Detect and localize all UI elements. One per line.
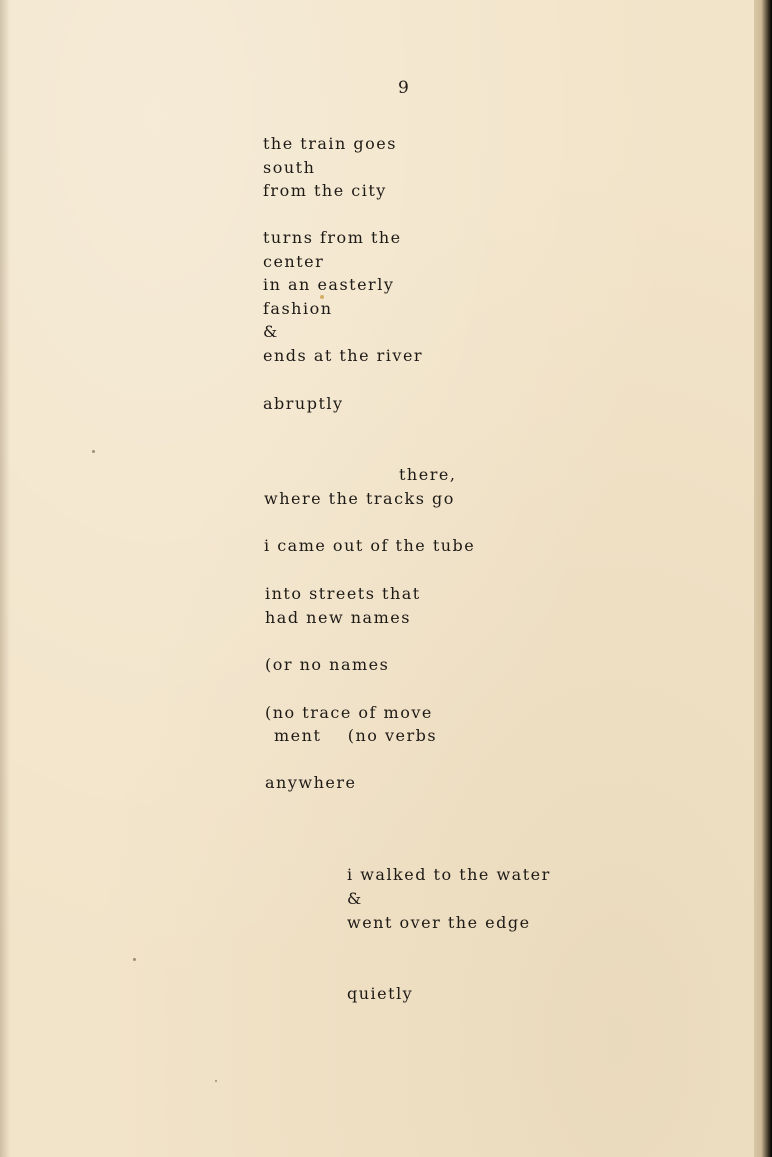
poem-line: abruptly xyxy=(263,394,344,413)
poem-line: the train goes xyxy=(263,134,397,153)
poem-line: had new names xyxy=(265,608,411,627)
poem-line: i came out of the tube xyxy=(264,536,476,555)
poem-line: & xyxy=(347,889,363,908)
poem-line: ends at the river xyxy=(263,346,424,365)
poem-line: went over the edge xyxy=(347,913,531,932)
page-number: 9 xyxy=(398,78,410,98)
paper-speck xyxy=(215,1080,217,1082)
poem-line: there, xyxy=(399,465,457,484)
poem-line: i walked to the water xyxy=(347,865,551,884)
poem-line: & xyxy=(263,322,279,341)
poem-line: from the city xyxy=(263,181,387,200)
poem-line: into streets that xyxy=(265,584,421,603)
page-gutter-shadow xyxy=(0,0,10,1157)
poem-line: ment (no verbs xyxy=(274,726,438,745)
poem-line: turns from the xyxy=(263,228,402,247)
poem-line: quietly xyxy=(347,984,414,1003)
poem-line: south xyxy=(263,158,316,177)
page-edge xyxy=(754,0,772,1157)
poem-line: (or no names xyxy=(265,655,390,674)
poem-line: center xyxy=(263,252,325,271)
poem-line: where the tracks go xyxy=(264,489,455,508)
poem-line: (no trace of move xyxy=(265,703,433,722)
paper-speck xyxy=(92,450,95,453)
poem-line: fashion xyxy=(263,299,333,318)
poem-line: anywhere xyxy=(265,773,357,792)
paper-speck xyxy=(320,295,324,299)
paper-speck xyxy=(133,958,136,961)
poem-line: in an easterly xyxy=(263,275,395,294)
